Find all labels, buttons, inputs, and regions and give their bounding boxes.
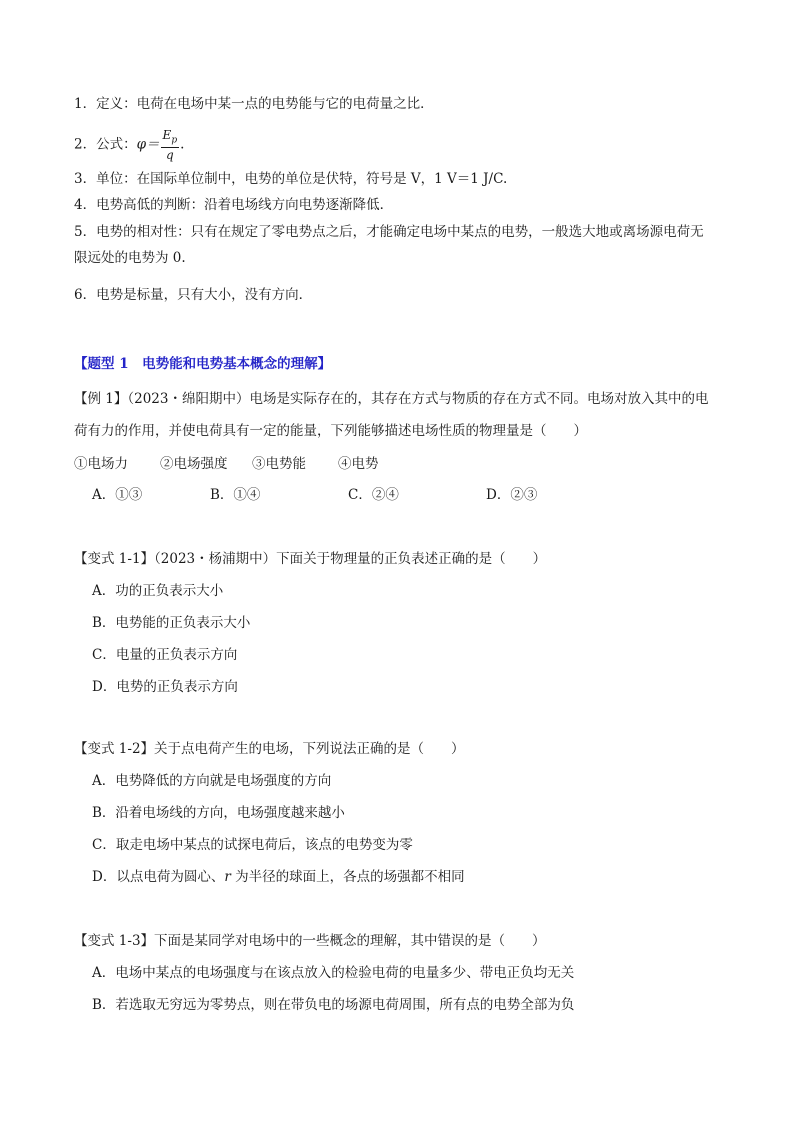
variant-1-3-option-a: A．电场中某点的电场强度与在该点放入的检验电荷的电量多少、带电正负均无关 <box>92 965 575 981</box>
point-1: 1．定义：电荷在电场中某一点的电势能与它的电荷量之比． <box>74 96 434 112</box>
variant-1-2-option-b: B．沿着电场线的方向，电场强度越来越小 <box>92 805 345 821</box>
point-3: 3．单位：在国际单位制中，电势的单位是伏特，符号是 V，1 V＝1 J/C. <box>74 171 508 187</box>
item-4: ④电势 <box>338 456 379 472</box>
variant-1-1-option-b: B．电势能的正负表示大小 <box>92 615 251 631</box>
example-1-line1: 【例 1】（2023・绵阳期中）电场是实际存在的，其存在方式与物质的存在方式不同。电场对放入其中的电 <box>74 391 709 407</box>
variant-1-1-option-d: D．电势的正负表示方向 <box>92 679 238 695</box>
item-2: ②电场强度 <box>160 456 228 472</box>
example-1-options <box>92 486 592 504</box>
formula-prefix: 2．公式： <box>74 136 137 153</box>
radius-variable: r <box>224 869 231 885</box>
formula-denominator: q <box>165 148 174 163</box>
variant-1-1-option-c: C．电量的正负表示方向 <box>92 647 238 663</box>
variant-1-2-stem: 【变式 1-2】关于点电荷产生的电场，下列说法正确的是（ ） <box>74 741 465 757</box>
option-d: D．②③ <box>486 487 538 503</box>
formula-numerator: $E_p$ <box>161 128 180 148</box>
variant-1-2-option-d: D．以点电荷为圆心、r 为半径的球面上，各点的场强都不相同 <box>92 869 465 885</box>
variant-1-2-option-c: C．取走电场中某点的试探电荷后，该点的电势变为零 <box>92 837 413 853</box>
example-1-line2: 荷有力的作用，并使电荷具有一定的能量，下列能够描述电场性质的物理量是（ ） <box>74 423 587 439</box>
formula-phi: φ＝ <box>136 136 160 153</box>
point-2-formula <box>74 128 184 162</box>
option-b: B．①④ <box>210 487 261 503</box>
point-6: 6．电势是标量，只有大小，没有方向． <box>74 287 313 303</box>
example-1-items <box>74 455 574 473</box>
option-c: C．②④ <box>348 487 399 503</box>
variant-1-1-option-a: A．功的正负表示大小 <box>92 583 224 599</box>
section-heading: 【题型 1 电势能和电势基本概念的理解】 <box>74 356 332 372</box>
variant-1-3-option-b: B．若选取无穷远为零势点，则在带负电的场源电荷周围，所有点的电势全部为负 <box>92 997 575 1013</box>
variant-1-3-stem: 【变式 1-3】下面是某同学对电场中的一些概念的理解，其中错误的是（ ） <box>74 933 546 949</box>
variant-1-2-option-a: A．电势降低的方向就是电场强度的方向 <box>92 773 332 789</box>
variant-1-1-stem: 【变式 1-1】（2023・杨浦期中）下面关于物理量的正负表述正确的是（ ） <box>74 551 547 567</box>
formula-fraction <box>161 128 180 162</box>
point-5-line2: 限远处的电势为 0. <box>74 250 186 266</box>
item-1: ①电场力 <box>74 456 128 472</box>
point-5-line1: 5．电势的相对性：只有在规定了零电势点之后，才能确定电场中某点的电势，一般选大地或离场源电荷无 <box>74 224 704 240</box>
item-3: ③电势能 <box>252 456 306 472</box>
option-a: A．①③ <box>92 487 143 503</box>
point-4: 4．电势高低的判断：沿着电场线方向电势逐渐降低． <box>74 197 394 213</box>
formula-end: . <box>180 136 185 153</box>
